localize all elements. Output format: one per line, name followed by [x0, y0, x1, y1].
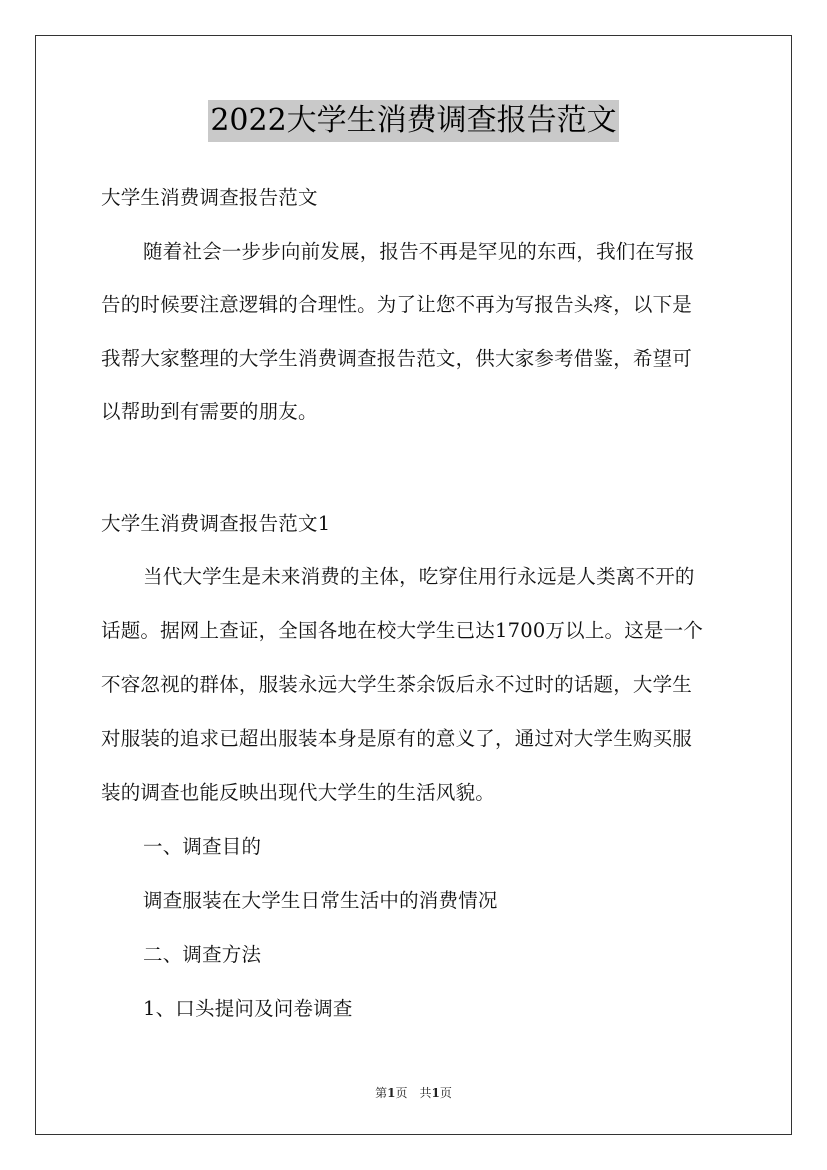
footer-prefix: 第 — [375, 1086, 388, 1100]
list-item: 调查服装在大学生日常生活中的消费情况 — [143, 889, 498, 912]
body-line: 话题。据网上查证，全国各地在校大学生已达1700万以上。这是一个 — [101, 619, 704, 642]
intro-line: 随着社会一步步向前发展，报告不再是罕见的东西，我们在写报 — [143, 240, 695, 263]
list-item: 一、调查目的 — [143, 835, 262, 858]
page-footer — [0, 1084, 827, 1101]
intro-line: 以帮助到有需要的朋友。 — [101, 400, 318, 423]
list-item: 二、调查方法 — [143, 943, 262, 966]
document-title: 2022大学生消费调查报告范文 — [208, 100, 618, 142]
body-line: 装的调查也能反映出现代大学生的生活风貌。 — [101, 781, 496, 804]
body-line: 不容忽视的群体，服装永远大学生茶余饭后永不过时的话题，大学生 — [101, 673, 693, 696]
intro-line: 我帮大家整理的大学生消费调查报告范文，供大家参考借鉴，希望可 — [101, 347, 693, 370]
section-title: 大学生消费调查报告范文1 — [101, 512, 331, 535]
list-item: 1、口头提问及问卷调查 — [143, 997, 353, 1020]
total-pages: 1 — [431, 1086, 440, 1100]
body-line: 对服装的追求已超出服装本身是原有的意义了，通过对大学生购买服 — [101, 727, 693, 750]
page-number: 1 — [387, 1086, 396, 1100]
body-line: 当代大学生是未来消费的主体，吃穿住用行永远是人类离不开的 — [143, 565, 695, 588]
footer-suffix: 页 — [439, 1086, 452, 1100]
intro-line: 告的时候要注意逻辑的合理性。为了让您不再为写报告头疼，以下是 — [101, 293, 693, 316]
subtitle: 大学生消费调查报告范文 — [101, 186, 318, 209]
title-container — [0, 100, 827, 142]
footer-mid: 页 共 — [395, 1086, 432, 1100]
